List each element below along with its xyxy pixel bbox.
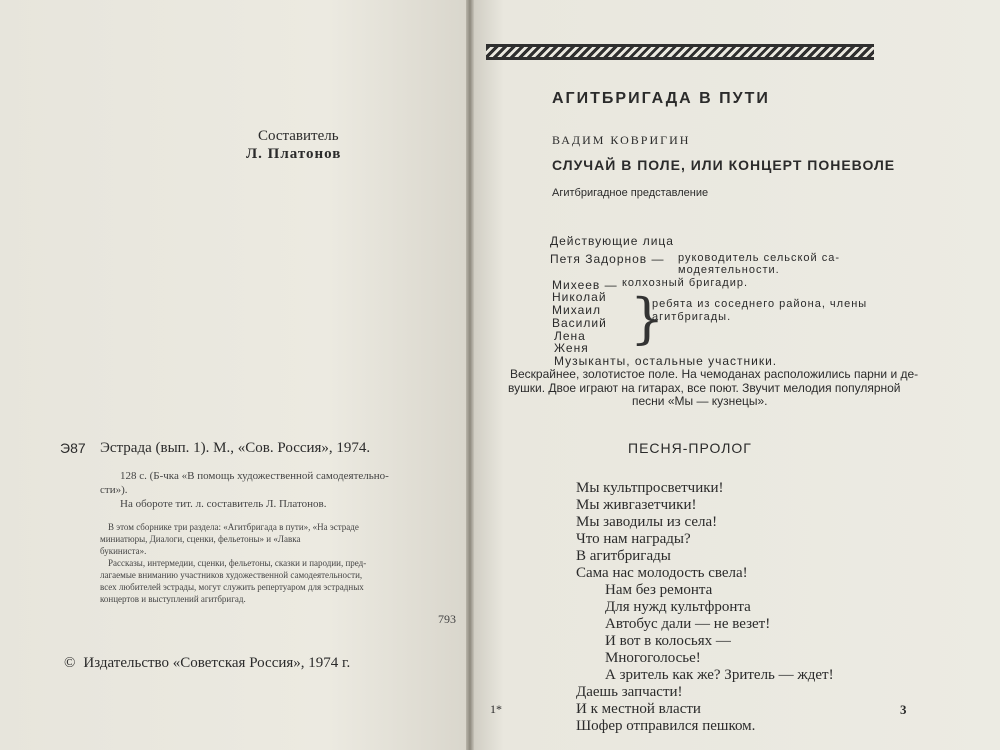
ornamental-border	[486, 44, 874, 60]
compiler-name: Л. Платонов	[246, 146, 342, 162]
verse-line: Автобус дали — не везет!	[605, 616, 771, 632]
cast-mikheev-role: колхозный бригадир.	[622, 277, 749, 289]
cast-petya: Петя Задорнов —	[550, 252, 665, 266]
catalog-code: Э87	[60, 440, 86, 456]
cast-group-role: агитбригады.	[652, 311, 732, 323]
verse-line: И к местной власти	[576, 701, 701, 717]
catalog-line: концертов и выступлений агитбригад.	[100, 594, 246, 604]
brace-icon: }	[630, 287, 665, 350]
cast-petya-role: модеятельности.	[678, 264, 780, 276]
catalog-line: миниатюры, Диалоги, сценки, фельетоны» и «Лавка	[100, 534, 301, 544]
compiler-label: Составитель	[258, 128, 339, 144]
cast-member: Василий	[552, 316, 607, 330]
catalog-line: На обороте тит. л. составитель Л. Платонов.	[120, 498, 327, 510]
verse-line: Для нужд культфронта	[605, 599, 751, 615]
verse-line: Нам без ремонта	[605, 582, 713, 598]
section-title: АГИТБРИГАДА В ПУТИ	[552, 90, 770, 107]
verse-line: Даешь запчасти!	[576, 684, 683, 700]
verse-line: Мы живгазетчики!	[576, 497, 697, 513]
stage-direction-line: вушки. Двое играют на гитарах, все поют. Звучит мелодия популярной	[508, 381, 901, 395]
song-title: ПЕСНЯ-ПРОЛОГ	[628, 440, 752, 456]
catalog-number: 793	[438, 612, 456, 626]
catalog-line: всех любителей эстрады, могут служить репертуаром для эстрадных	[100, 582, 364, 592]
verse-line: В агитбригады	[576, 548, 671, 564]
cast-group-role: ребята из соседнего района, члены	[652, 298, 868, 310]
author-name: ВАДИМ КОВРИГИН	[552, 133, 691, 147]
verse-line: Шофер отправился пешком.	[576, 718, 756, 734]
cast-member: Николай	[552, 290, 607, 304]
verse-line: И вот в колосьях —	[605, 633, 731, 649]
catalog-main-entry: Эстрада (вып. 1). М., «Сов. Россия», 1974.	[100, 440, 371, 456]
catalog-line: букиниста».	[100, 546, 147, 556]
cast-musicians: Музыканты, остальные участники.	[554, 354, 778, 368]
copyright-text: Издательство «Советская Россия», 1974 г.	[83, 655, 351, 671]
cast-member: Лена	[554, 329, 586, 343]
cast-mikheev: Михеев —	[552, 278, 618, 292]
verse-line: Что нам награды?	[576, 531, 691, 547]
catalog-line: Рассказы, интермедии, сценки, фельетоны, сказки и пародии, пред-	[108, 558, 367, 568]
verse-line: Многоголосье!	[605, 650, 701, 666]
cast-petya-role: руководитель сельской са-	[678, 252, 841, 264]
cast-member: Михаил	[552, 303, 601, 317]
play-title: СЛУЧАЙ В ПОЛЕ, ИЛИ КОНЦЕРТ ПОНЕВОЛЕ	[552, 157, 896, 173]
characters-header: Действующие лица	[550, 234, 674, 248]
verse-line: Сама нас молодость свела!	[576, 565, 748, 581]
copyright-line	[64, 655, 350, 672]
stage-direction-line: Вескрайнее, золотистое поле. На чемоданах расположились парни и де-	[510, 367, 919, 381]
book-gutter	[466, 0, 474, 750]
catalog-line: сти»).	[100, 484, 128, 496]
play-subtitle: Агитбригадное представление	[552, 187, 709, 199]
signature-mark: 1*	[490, 702, 502, 716]
verse-line: Мы заводилы из села!	[576, 514, 718, 530]
verse-line: А зритель как же? Зритель — ждет!	[605, 667, 834, 683]
stage-direction-line: песни «Мы — кузнецы».	[632, 394, 768, 408]
catalog-line: В этом сборнике три раздела: «Агитбригада в пути», «На эстраде	[108, 522, 359, 532]
copyright-icon: ©	[64, 655, 76, 671]
catalog-line: лагаемые вниманию участников художественной самодеятельности,	[100, 570, 363, 580]
cast-member: Женя	[554, 341, 589, 355]
catalog-line: 128 с. (Б-чка «В помощь художественной самодеятельно-	[120, 470, 389, 482]
verse-line: Мы культпросветчики!	[576, 480, 724, 496]
page-number: 3	[900, 702, 907, 717]
left-page	[0, 0, 468, 750]
